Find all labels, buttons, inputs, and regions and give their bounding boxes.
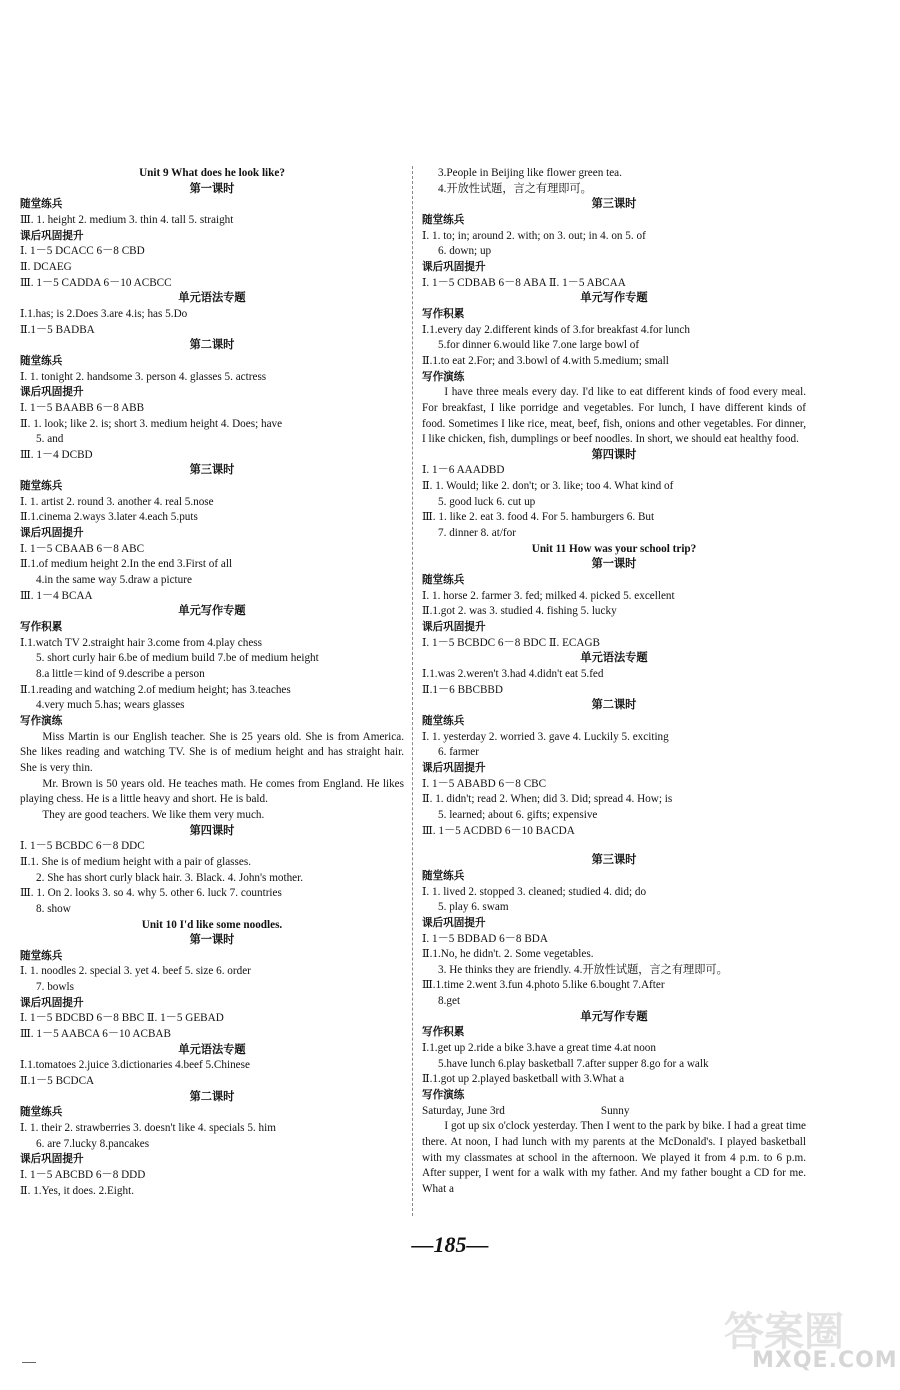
answer-line: Ⅰ. 1－5 CDBAB 6－8 ABA Ⅱ. 1－5 ABCAA (422, 276, 626, 289)
diary-weather: Sunny (600, 1104, 630, 1117)
answer-line: Ⅲ. 1. height 2. medium 3. thin 4. tall 5. straight (20, 213, 234, 226)
section-heading: 第三课时 (189, 464, 235, 477)
answer-line-cont: 7. bowls (36, 981, 74, 994)
answer-line: Ⅰ.1.was 2.weren't 3.had 4.didn't eat 5.fed (422, 668, 604, 680)
exercise-label: 随堂练兵 (20, 198, 63, 211)
exercise-label: 写作积累 (422, 307, 465, 320)
answer-line: Ⅱ.1.cinema 2.ways 3.later 4.each 5.puts (20, 511, 198, 524)
answer-line: Ⅲ. 1－5 AABCA 6－10 ACBAB (20, 1028, 171, 1041)
section-heading: 第三课时 (591, 198, 637, 211)
answer-line: Ⅰ. 1. to; in; around 2. with; on 3. out; in 4. on 5. of (422, 229, 646, 242)
section-heading: 第一课时 (591, 558, 637, 571)
answer-line-cont: 6. farmer (438, 746, 479, 759)
answer-line: Ⅲ. 1－5 CADDA 6－10 ACBCC (20, 276, 172, 289)
exercise-label: 课后巩固提升 (20, 386, 84, 399)
answer-line-cont: 5.for dinner 6.would like 7.one large bowl of (438, 339, 640, 352)
answer-line: Ⅰ.1.tomatoes 2.juice 3.dictionaries 4.beef 5.Chinese (20, 1059, 250, 1072)
section-heading: 第二课时 (189, 339, 235, 352)
exercise-label: 随堂练兵 (20, 1106, 63, 1119)
section-heading: 单元写作专题 (178, 605, 246, 618)
answer-line-cont: 5.have lunch 6.play basketball 7.after supper 8.go for a walk (438, 1057, 709, 1070)
section-heading: 第二课时 (591, 699, 637, 712)
exercise-label: 课后巩固提升 (20, 527, 84, 540)
answer-line-cont: 3.People in Beijing like flower green tea. (438, 167, 622, 179)
section-heading: 单元写作专题 (580, 292, 648, 305)
left-column (20, 166, 404, 1199)
exercise-label: 课后巩固提升 (422, 260, 486, 273)
answer-line: Ⅰ. 1－5 BCBDC 6－8 BDC Ⅱ. ECAGB (422, 636, 600, 649)
answer-line-cont: 3. He thinks they are friendly. 4.开放性试题，言之有理即可。 (438, 963, 728, 976)
answer-line: Ⅱ.1－6 BBCBBD (422, 683, 503, 696)
answer-line: Ⅲ. 1－4 DCBD (20, 448, 93, 461)
exercise-label: 写作演练 (422, 370, 465, 383)
essay-paragraph: I have three meals every day. I'd like to eat different kinds of food every meal. For breakfast, I like porridge and vegetables. For lunch, I have different kinds of food. Sometimes I like rice, meat, beef, fish, onions and other vegetables. For dinner, I like chicken, fish, dumplings or beef noodles. In short, we should eat healthy food. (422, 386, 806, 446)
answer-line: Ⅰ. 1－5 ABABD 6－8 CBC (422, 777, 547, 790)
answer-line: Ⅲ. 1. like 2. eat 3. food 4. For 5. hamburgers 6. But (422, 511, 655, 524)
exercise-label: 随堂练兵 (20, 480, 63, 493)
answer-line-cont: 5. good luck 6. cut up (438, 495, 536, 508)
answer-line: Ⅰ. 1－6 AAADBD (422, 464, 505, 477)
section-heading: 第二课时 (189, 1090, 235, 1103)
exercise-label: 课后巩固提升 (422, 761, 486, 774)
exercise-label: 课后巩固提升 (20, 1153, 84, 1166)
answer-line: Ⅱ.1.reading and watching 2.of medium height; has 3.teaches (20, 683, 291, 696)
answer-line: Ⅰ. 1. lived 2. stopped 3. cleaned; studied 4. did; do (422, 885, 647, 898)
answer-line: Ⅱ. 1.Yes, it does. 2.Eight. (20, 1184, 134, 1197)
answer-line-cont: 4.very much 5.has; wears glasses (36, 699, 185, 712)
section-heading: 单元语法专题 (178, 1043, 246, 1056)
answer-line-cont: 5. learned; about 6. gifts; expensive (438, 808, 598, 821)
essay-paragraph: Mr. Brown is 50 years old. He teaches math. He comes from England. He likes playing chess. He is a little heavy and short. He is bald. (20, 777, 404, 806)
section-heading: 第四课时 (591, 448, 637, 461)
column-divider (412, 166, 413, 1216)
answer-line: Ⅰ.1.has; is 2.Does 3.are 4.is; has 5.Do (20, 307, 188, 320)
exercise-label: 写作积累 (20, 621, 63, 634)
exercise-label: 写作演练 (422, 1089, 465, 1102)
watermark-cn: 答案圈 (724, 1309, 844, 1355)
answer-line-cont: 4.开放性试题，言之有理即可。 (438, 182, 592, 195)
section-heading: Unit 11 How was your school trip? (531, 542, 697, 555)
answer-line: Ⅰ. 1. tonight 2. handsome 3. person 4. glasses 5. actress (20, 370, 267, 383)
exercise-label: 写作积累 (422, 1026, 465, 1039)
section-heading: 第一课时 (189, 182, 235, 195)
answer-line-cont: 5. short curly hair 6.be of medium build 7.be of medium height (36, 652, 319, 665)
answer-line: Ⅱ. 1. didn't; read 2. When; did 3. Did; spread 4. How; is (422, 793, 673, 806)
answer-line: Ⅲ. 1－4 BCAA (20, 589, 93, 602)
answer-line: Ⅱ.1－5 BCDCA (20, 1075, 95, 1088)
answer-line: Ⅰ. 1. horse 2. farmer 3. fed; milked 4. picked 5. excellent (422, 589, 675, 602)
answer-line-cont: 5. and (36, 433, 64, 446)
answer-line: Ⅰ. 1－5 ABCBD 6－8 DDD (20, 1169, 146, 1181)
answer-line: Ⅰ.1.get up 2.ride a bike 3.have a great time 4.at noon (422, 1042, 656, 1055)
answer-line: Ⅰ.1.watch TV 2.straight hair 3.come from 4.play chess (20, 636, 262, 649)
spacer (422, 839, 806, 853)
diary-date-line (422, 1104, 806, 1120)
essay-paragraph: They are good teachers. We like them very much. (42, 808, 265, 821)
answer-line: Ⅰ.1.every day 2.different kinds of 3.for breakfast 4.for lunch (422, 323, 690, 336)
answer-line: Ⅰ. 1－5 BAABB 6－8 ABB (20, 401, 145, 414)
answer-line: Ⅱ.1. She is of medium height with a pair of glasses. (20, 855, 252, 868)
section-heading: Unit 10 I'd like some noodles. (141, 918, 283, 931)
exercise-label: 随堂练兵 (422, 714, 465, 727)
answer-line: Ⅱ. 1. look; like 2. is; short 3. medium height 4. Does; have (20, 417, 283, 430)
watermark-text: MXQE.COM (752, 1348, 898, 1373)
answer-line-cont: 8. show (36, 902, 71, 915)
answer-line-cont: 5. play 6. swam (438, 901, 509, 914)
exercise-label: 课后巩固提升 (422, 621, 486, 634)
answer-line: Ⅰ. 1. yesterday 2. worried 3. gave 4. Luckily 5. exciting (422, 730, 669, 743)
exercise-label: 随堂练兵 (20, 354, 63, 367)
answer-line: Ⅱ.1.to eat 2.For; and 3.bowl of 4.with 5.medium; small (422, 354, 669, 367)
answer-line: Ⅲ. 1－5 ACDBD 6－10 BACDA (422, 824, 575, 837)
answer-line-cont: 6. are 7.lucky 8.pancakes (36, 1137, 150, 1150)
page-number: —185— (411, 1232, 489, 1257)
exercise-label: 随堂练兵 (422, 213, 465, 226)
watermark-logo (718, 1296, 898, 1380)
answer-line: Ⅲ.1.time 2.went 3.fun 4.photo 5.like 6.bought 7.After (422, 979, 665, 992)
exercise-label: 随堂练兵 (422, 869, 465, 882)
answer-line-cont: 8.get (438, 995, 461, 1008)
answer-line: Ⅱ.1－5 BADBA (20, 323, 95, 336)
page-number-text: 185 (433, 1232, 467, 1257)
essay-paragraph: Miss Martin is our English teacher. She is 25 years old. She is from America. She likes reading and watching TV. She is of medium height and has straight hair. She is very thin. (20, 730, 404, 774)
answer-line: Ⅱ.1.got 2. was 3. studied 4. fishing 5. lucky (422, 605, 617, 618)
section-heading: 第四课时 (189, 824, 235, 837)
corner-mark (22, 1362, 36, 1363)
answer-line-cont: 6. down; up (438, 245, 492, 258)
answer-line-cont: 7. dinner 8. at/for (438, 527, 516, 540)
answer-line: Ⅲ. 1. On 2. looks 3. so 4. why 5. other 6. luck 7. countries (20, 887, 282, 900)
answer-line: Ⅱ. DCAEG (20, 260, 72, 273)
exercise-label: 课后巩固提升 (20, 996, 84, 1009)
section-heading: 单元写作专题 (580, 1010, 648, 1023)
answer-line: Ⅱ.1.of medium height 2.In the end 3.First of all (20, 558, 233, 571)
exercise-label: 课后巩固提升 (20, 229, 84, 242)
answer-line: Ⅰ. 1－5 CBAAB 6－8 ABC (20, 542, 145, 555)
answer-line: Ⅰ. 1. noodles 2. special 3. yet 4. beef 5. size 6. order (20, 965, 251, 978)
answer-line: Ⅰ. 1－5 BCBDC 6－8 DDC (20, 840, 145, 853)
exercise-label: 随堂练兵 (422, 574, 465, 587)
answer-line: Ⅱ. 1. Would; like 2. don't; or 3. like; too 4. What kind of (422, 480, 674, 493)
diary-date: Saturday, June 3rd (422, 1104, 505, 1117)
answer-line-cont: 8.a little＝kind of 9.describe a person (36, 668, 205, 680)
exercise-label: 课后巩固提升 (422, 916, 486, 929)
exercise-label: 随堂练兵 (20, 949, 63, 962)
section-heading: 单元语法专题 (178, 292, 246, 305)
section-heading: Unit 9 What does he look like? (139, 167, 285, 179)
answer-line-cont: 2. She has short curly black hair. 3. Black. 4. John's mother. (36, 871, 304, 884)
answer-line: Ⅱ.1.got up 2.played basketball with 3.What a (422, 1073, 625, 1086)
section-heading: 第三课时 (591, 854, 637, 867)
exercise-label: 写作演练 (20, 714, 63, 727)
answer-line: Ⅰ. 1－5 BDBAD 6－8 BDA (422, 932, 548, 945)
essay-paragraph: I got up six o'clock yesterday. Then I went to the park by bike. I had a great time there. At noon, I had lunch with my parents at the McDonald's. I played basketball with my classmates at school in the afternoon. We played it from 4 p.m. to 6 p.m. After supper, I went for a walk with my father. And my father bought a CD for me. What a (422, 1120, 806, 1195)
answer-line: Ⅰ. 1. artist 2. round 3. another 4. real 5.nose (20, 495, 214, 508)
section-heading: 单元语法专题 (580, 652, 648, 665)
answer-line-cont: 4.in the same way 5.draw a picture (36, 574, 192, 587)
right-column (422, 166, 806, 1198)
answer-line: Ⅰ. 1. their 2. strawberries 3. doesn't like 4. specials 5. him (20, 1122, 276, 1135)
section-heading: 第一课时 (189, 934, 235, 947)
answer-line: Ⅰ. 1－5 DCACC 6－8 CBD (20, 245, 145, 258)
answer-line: Ⅰ. 1－5 BDCBD 6－8 BBC Ⅱ. 1－5 GEBAD (20, 1012, 224, 1025)
answer-line: Ⅱ.1.No, he didn't. 2. Some vegetables. (422, 948, 594, 961)
